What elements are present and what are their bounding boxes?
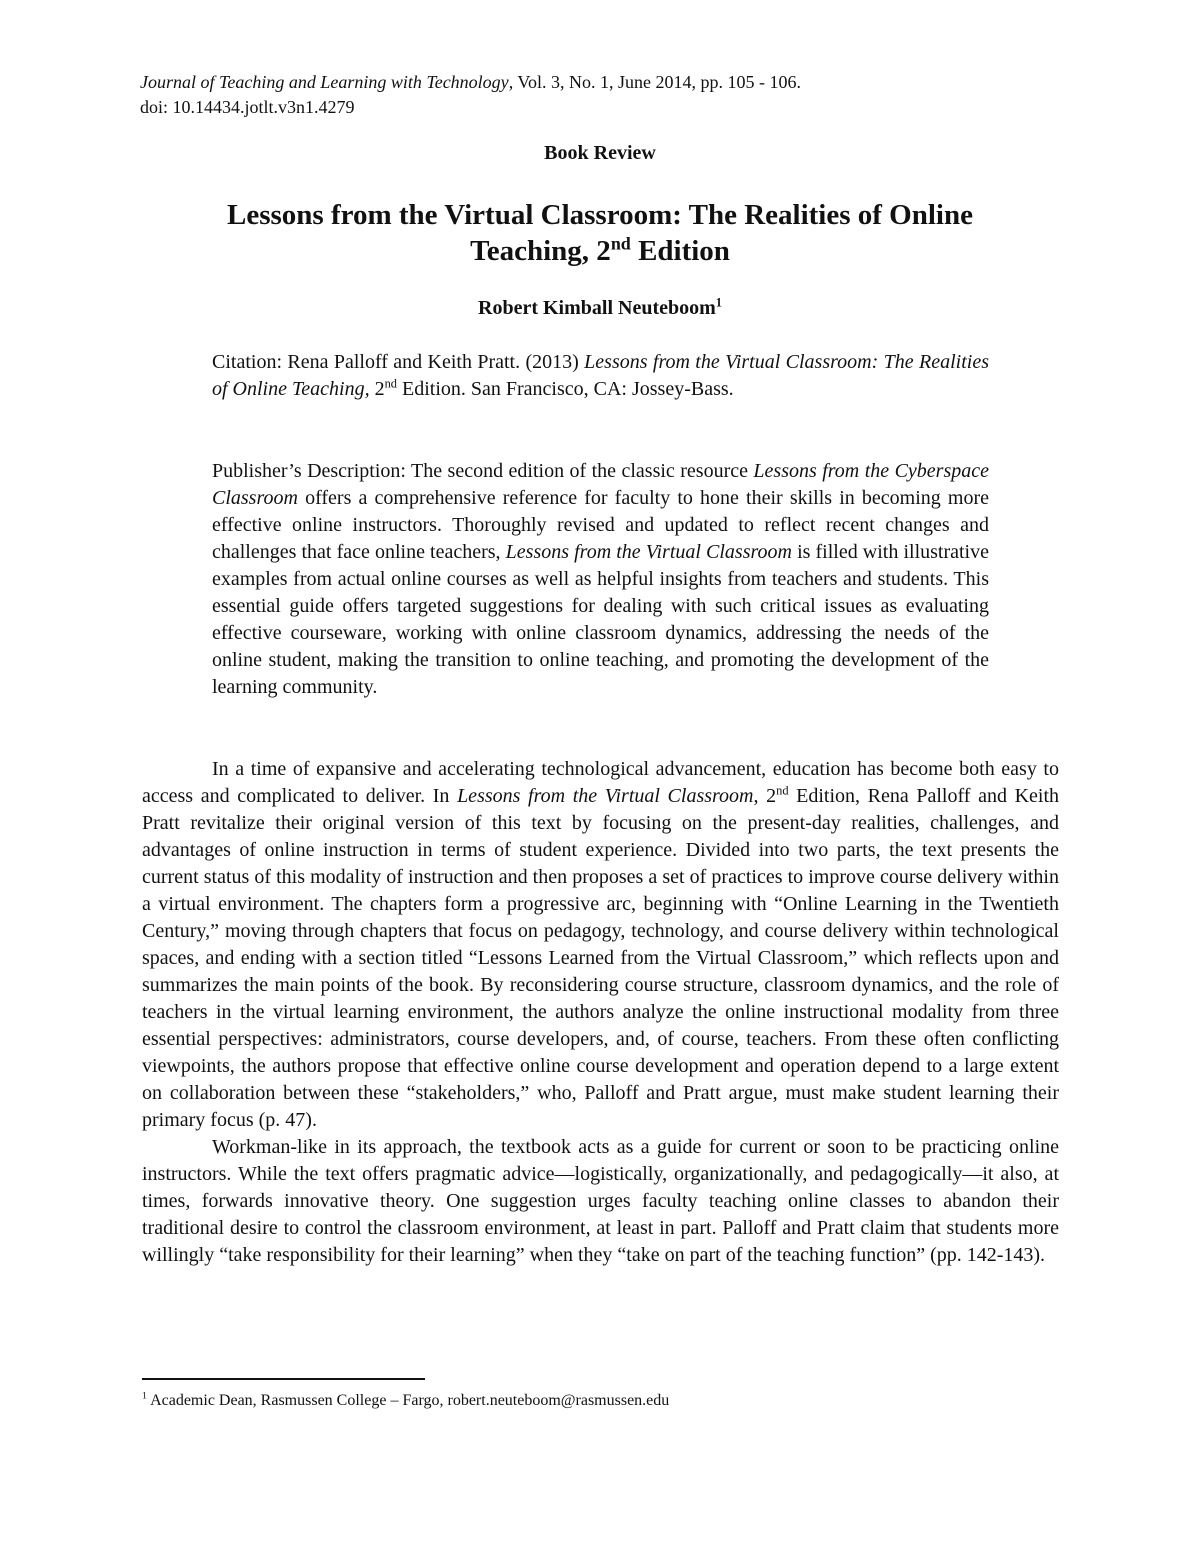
p1-italic-title: Lessons from the Virtual Classroom [457,785,754,807]
title-edition-sup: nd [610,233,631,254]
p1-text-1: In a time of expansive and accelerating technological advancement, education has become both easy to access and complicated to deliver. In [142,758,1059,807]
publisher-description [212,458,989,701]
author-name: Robert Kimball Neuteboom [478,297,716,319]
author-line [0,297,1200,320]
journal-name: Journal of Teaching and Learning with Technology [140,72,509,92]
section-label: Book Review [544,142,656,164]
citation-book-title: Lessons from the Virtual Classroom: The Realities of Online Teaching, [212,351,989,400]
citation-block [212,349,989,403]
body-paragraph-2: Workman-like in its approach, the textbook acts as a guide for current or soon to be practicing online instructors. While the text offers pragmatic advice—logistically, organizationally, and pedagogically—it also, at times, forwards innovative theory. One suggestion urges faculty teaching online classes to abandon their traditional desire to control the classroom environment, at least in part. Palloff and Pratt claim that students more willingly “take responsibility for their learning” when they “take on part of the teaching function” (pp. 142-143). [142,1136,1059,1266]
description-text-2: offers a comprehensive reference for faculty to hone their skills in becoming more effective online instructors. Thoroughly revised and updated to reflect recent changes and challenges that face online teachers, [212,487,989,563]
footnote-text: Academic Dean, Rasmussen College – Fargo, robert.neuteboom@rasmussen.edu [146,1392,670,1409]
citation-suffix: Edition. San Francisco, CA: Jossey-Bass. [396,378,734,400]
p1-text-2: , 2 [753,785,777,807]
citation-edition-num: 2 [369,378,385,400]
footnote-separator [142,1378,425,1380]
review-body [142,756,1059,1269]
title-line-1: Lessons from the Virtual Classroom: The Realities of Online [227,199,973,231]
author-footnote-mark: 1 [715,295,722,310]
body-paragraph-1 [142,756,1059,1134]
description-text-1: Publisher’s Description: The second edition of the classic resource [212,460,754,482]
journal-doi: doi: 10.14434.jotlt.v3n1.4279 [140,97,355,117]
journal-issue: , Vol. 3, No. 1, June 2014, pp. 105 - 106. [508,72,802,92]
article-title [150,197,1050,269]
title-line-2-pre: Teaching, 2 [470,235,611,267]
footnote [142,1390,669,1412]
title-line-2-post: Edition [630,235,730,267]
footnote-mark: 1 [142,1390,147,1402]
title-line-2 [150,233,1050,269]
journal-citation-line [140,70,801,95]
description-text-3: is filled with illustrative examples from actual online courses as well as helpful insights from teachers and students. This essential guide offers targeted suggestions for dealing with such critical issues as evaluating effective courseware, working with online classroom dynamics, addressing the needs of the online student, making the transition to online teaching, and promoting the development of the learning community. [212,541,989,698]
p1-text-3: Edition, Rena Palloff and Keith Pratt revitalize their original version of this text by focusing on the present-day realities, challenges, and advantages of online instruction in terms of student experience. Divided into two parts, the text presents the current status of this modality of instruction and then proposes a set of practices to improve course delivery within a virtual environment. The chapters form a progressive arc, beginning with “Online Learning in the Twentieth Century,” moving through chapters that focus on pedagogy, technology, and course delivery within technological spaces, and ending with a section titled “Lessons Learned from the Virtual Classroom,” which reflects upon and summarizes the main points of the book. By reconsidering course structure, classroom dynamics, and the role of teachers in the virtual learning environment, the authors analyze the online instructional modality from three essential perspectives: administrators, course developers, and, of course, teachers. From these often conflicting viewpoints, the authors propose that effective online course development and operation depend to a large extent on collaboration between these “stakeholders,” who, Palloff and Pratt argue, must make student learning their primary focus (p. 47). [142,785,1059,1131]
journal-header [140,70,801,120]
description-italic-1: Lessons from the Cyberspace Classroom [212,460,989,509]
citation-edition-sup: nd [384,376,397,391]
citation-prefix: Citation: Rena Palloff and Keith Pratt. (2013) [212,351,585,373]
p1-edition-sup: nd [776,783,789,798]
description-italic-2: Lessons from the Virtual Classroom [505,541,792,563]
